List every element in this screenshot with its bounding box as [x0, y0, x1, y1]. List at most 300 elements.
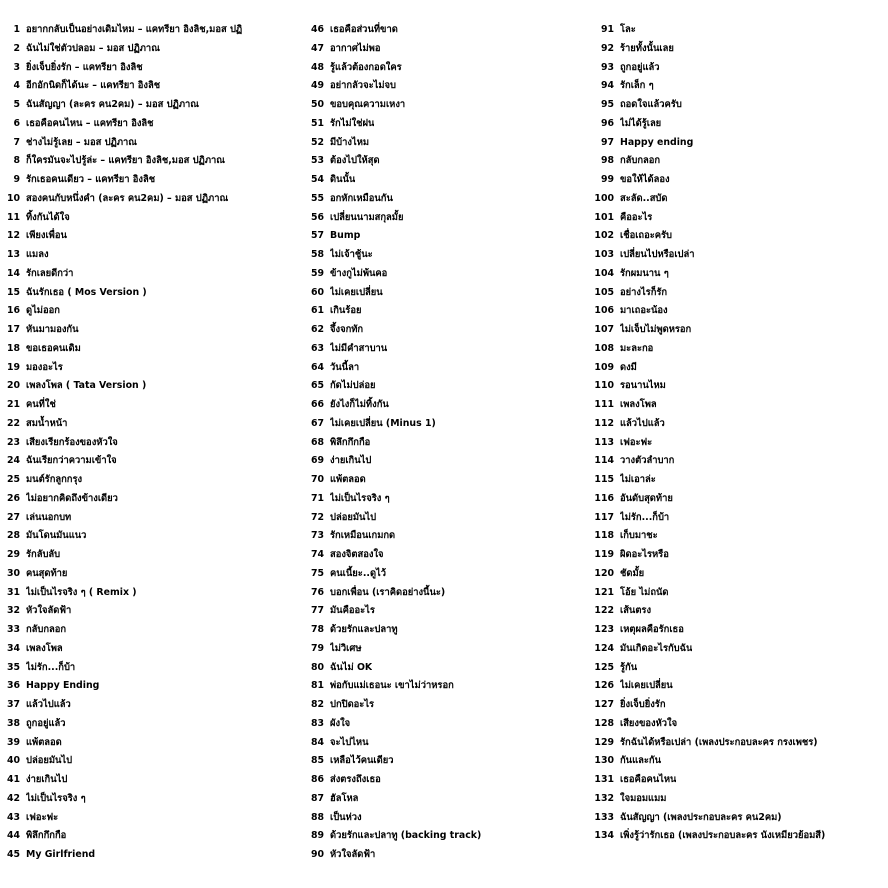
song-title: แล้วไปแล้ว: [26, 699, 71, 710]
song-list-item: [0, 827, 298, 846]
song-list-item: [590, 584, 888, 603]
song-title: รักไม่ใช่ฝน: [330, 117, 375, 129]
song-number: 6: [13, 117, 20, 129]
song-number: 133: [594, 811, 614, 823]
song-list-item: [0, 246, 298, 265]
song-title: อกหักเหมือนกัน: [330, 192, 393, 204]
song-list-item: [298, 246, 590, 265]
song-number: 100: [594, 192, 614, 204]
song-number: 83: [310, 717, 324, 729]
song-title: กัดไม่ปล่อย: [330, 380, 376, 392]
song-number: 106: [594, 305, 614, 317]
song-list-item: [590, 396, 888, 415]
song-number: 78: [310, 624, 324, 635]
song-number: 126: [594, 680, 614, 692]
song-number: 119: [594, 549, 614, 560]
song-number: 17: [6, 324, 20, 335]
song-number: 50: [310, 99, 324, 110]
song-list-item: [590, 265, 888, 284]
song-title: เหลือไว้คนเดียว: [330, 755, 394, 767]
song-number: 108: [594, 342, 614, 354]
song-title: รักเธอคนเดียว – แคทรียา อิงลิช: [26, 174, 156, 185]
song-title: ไม่รัก...ก็บ้า: [26, 661, 76, 673]
song-number: 96: [600, 117, 614, 129]
song-title: มะละกอ: [620, 342, 654, 354]
song-number: 18: [6, 342, 20, 354]
song-number: 59: [310, 267, 324, 279]
song-title: หัวใจลัดฟ้า: [330, 849, 376, 860]
song-list-item: [298, 471, 590, 490]
song-number: 123: [594, 624, 614, 635]
song-title: อย่างไรก็รัก: [620, 286, 668, 298]
song-list-item: [590, 696, 888, 715]
song-number: 66: [310, 399, 324, 410]
song-title: จะไปไหน: [330, 736, 369, 748]
song-title: รักฉันได้หรือเปล่า (เพลงประกอบละคร กรงเพชร): [620, 736, 818, 748]
song-list-item: [0, 509, 298, 528]
song-list-item: [590, 509, 888, 528]
song-title: สองคนกับหนึ่งคำ (ละคร คน2คม) – มอส ปฏิภาณ: [26, 192, 229, 204]
song-list-item: [590, 415, 888, 434]
song-list-item: [298, 415, 590, 434]
song-list-item: [298, 696, 590, 715]
song-list-item: [298, 115, 590, 134]
song-number: 111: [594, 399, 614, 410]
song-number: 124: [594, 642, 614, 654]
song-title: หันมามองกัน: [26, 324, 79, 335]
song-list-item: [298, 302, 590, 321]
song-title: วางตัวลำบาก: [620, 455, 675, 467]
song-title: บอกเพื่อน (เราคิดอย่างนี้นะ): [330, 586, 446, 598]
song-number: 45: [6, 849, 20, 860]
song-title: มันเกิดอะไรกับฉัน: [620, 642, 693, 654]
song-title: ต้องไปให้สุด: [330, 155, 380, 167]
song-title: วันนี้ลา: [330, 361, 360, 373]
song-list-item: [0, 790, 298, 809]
song-number: 67: [310, 417, 324, 429]
song-number: 56: [310, 211, 324, 223]
song-title: สะลัด..สบัด: [620, 192, 668, 204]
song-title: มาเถอะน้อง: [620, 305, 668, 317]
song-list-item: [298, 790, 590, 809]
song-title: ไม่เอาล่ะ: [620, 474, 656, 485]
song-number: 77: [310, 605, 324, 617]
song-title: รู้กัน: [620, 661, 638, 673]
song-list-item: [0, 190, 298, 209]
song-title: รอนานไหม: [620, 380, 666, 392]
song-title: ข้างกูไม่พ้นคอ: [330, 267, 388, 279]
song-number: 22: [6, 417, 20, 429]
song-list-item: [0, 321, 298, 340]
song-number: 3: [13, 61, 20, 73]
song-number: 7: [13, 136, 20, 148]
song-title: รู้แล้วต้องกอดใคร: [330, 61, 402, 73]
song-title: ดงมี: [620, 361, 637, 373]
song-title: ถูกอยู่แล้ว: [620, 61, 660, 73]
song-title: เป็นห่วง: [330, 811, 362, 823]
song-title: อย่ากลัวจะไม่จบ: [330, 80, 396, 92]
song-number: 61: [310, 305, 324, 317]
song-list-item: [0, 415, 298, 434]
song-list-item: [298, 527, 590, 546]
song-number: 82: [310, 699, 324, 710]
song-title: เสียงของหัวใจ: [620, 717, 678, 729]
song-list-item: [298, 771, 590, 790]
song-number: 94: [600, 80, 614, 92]
song-list-item: [298, 490, 590, 509]
song-title: ฉันสัญญา (เพลงประกอบละคร คน2คม): [620, 811, 782, 823]
song-title: อีกอักนิดก็ได้นะ – แคทรียา อิงลิช: [26, 80, 161, 92]
song-number: 58: [310, 249, 324, 260]
song-number: 11: [6, 211, 20, 223]
song-title: ช่างไม่รู้เลย – มอส ปฏิภาณ: [26, 136, 137, 148]
song-title: มนต์รักลูกกรุง: [26, 474, 83, 485]
song-list-item: [0, 527, 298, 546]
song-list-item: [590, 321, 888, 340]
song-title: ชัดมั้ย: [620, 567, 645, 579]
song-number: 93: [600, 61, 614, 73]
song-number: 101: [594, 211, 614, 223]
song-title: เธอคือคนไหน: [620, 774, 677, 785]
song-number: 130: [594, 755, 614, 767]
song-title: ง่ายเกินไป: [330, 455, 372, 467]
song-list-item: [298, 659, 590, 678]
song-title: เสียงเรียกร้องของหัวใจ: [26, 436, 118, 448]
song-title: แล้วไปแล้ว: [620, 417, 665, 429]
song-list-item: [590, 790, 888, 809]
song-title: อากาศไม่พอ: [330, 42, 381, 54]
song-list-item: [0, 602, 298, 621]
song-number: 52: [310, 136, 324, 148]
song-list-item: [0, 302, 298, 321]
song-list-item: [0, 152, 298, 171]
song-number: 25: [6, 474, 20, 485]
song-title: พ่อกับแม่เธอนะ เขาไม่ว่าหรอก: [330, 680, 454, 692]
song-title: รักเลยดีกว่า: [26, 267, 74, 279]
song-number: 15: [6, 286, 20, 298]
song-number: 86: [310, 774, 324, 785]
song-title: ปล่อยมันไป: [330, 511, 377, 523]
song-number: 95: [600, 99, 614, 110]
song-title: ฉันไม่ใช่ตัวปลอม – มอส ปฏิภาณ: [26, 42, 160, 54]
song-number: 14: [6, 267, 20, 279]
song-list-item: [298, 846, 590, 865]
song-title: ไม่อยากคิดถึงข้างเดียว: [26, 492, 118, 504]
song-number: 31: [6, 586, 20, 598]
song-number: 79: [310, 642, 324, 654]
song-list-item: [590, 434, 888, 453]
song-title: ไม่เจ็บไม่พูดหรอก: [620, 324, 692, 335]
song-number: 5: [13, 99, 20, 110]
song-title: กลับกลอก: [620, 155, 661, 167]
song-list-item: [590, 677, 888, 696]
song-number: 20: [6, 380, 20, 392]
song-list-item: [590, 565, 888, 584]
song-list-item: [0, 734, 298, 753]
song-number: 51: [310, 117, 324, 129]
song-number: 121: [594, 586, 614, 598]
song-number: 125: [594, 661, 614, 673]
song-number: 71: [310, 492, 324, 504]
song-list-item: [298, 827, 590, 846]
song-list-item: [590, 621, 888, 640]
song-title: เส้นตรง: [620, 605, 652, 617]
song-list-item: [590, 209, 888, 228]
song-title: ยิ่งเจ็บยิ่งรัก – แคทรียา อิงลิช: [26, 61, 143, 73]
song-title: ขอบคุณความเหงา: [330, 99, 406, 110]
song-title: มันคืออะไร: [330, 605, 375, 617]
song-title: กลับกลอก: [26, 624, 67, 635]
song-list-item: [590, 490, 888, 509]
song-number: 98: [600, 155, 614, 167]
song-title: Happy ending: [620, 136, 694, 148]
song-list-item: [298, 77, 590, 96]
song-list-item: [590, 752, 888, 771]
song-title: ไม่เป็นไรจริง ๆ ( Remix ): [26, 586, 137, 598]
song-list-item: [0, 846, 298, 865]
song-title: ไม่มีคำสาบาน: [330, 342, 388, 354]
song-list-item: [298, 190, 590, 209]
song-title: เกินร้อย: [330, 305, 362, 317]
song-list-item: [590, 284, 888, 303]
song-title: มองอะไร: [26, 361, 63, 373]
song-title: เก็บมาชะ: [620, 530, 658, 542]
song-title: ด้วยรักและปลาทู (backing track): [330, 830, 482, 842]
song-list-item: [298, 715, 590, 734]
song-title: ฉันรักเธอ ( Mos Version ): [26, 286, 147, 298]
song-title: ปกปิดอะไร: [330, 699, 375, 710]
song-number: 54: [310, 174, 324, 185]
song-list-item: [298, 321, 590, 340]
song-number: 27: [6, 511, 20, 523]
song-title: รักเหมือนเกมกด: [330, 530, 396, 542]
song-number: 13: [6, 249, 20, 260]
song-list-item: [590, 77, 888, 96]
song-list-item: [0, 771, 298, 790]
song-list-item: [298, 452, 590, 471]
song-number: 21: [6, 399, 20, 410]
song-list-item: [298, 209, 590, 228]
song-title: ทิ้งกันได้ใจ: [26, 211, 70, 223]
song-list-item: [0, 96, 298, 115]
song-list-item: [590, 227, 888, 246]
song-list-item: [590, 377, 888, 396]
song-title: แพ้ตลอด: [26, 736, 62, 748]
song-number: 70: [310, 474, 324, 485]
song-list-item: [298, 621, 590, 640]
song-title: ขอให้ได้ลอง: [620, 174, 670, 185]
song-number: 2: [13, 42, 20, 54]
song-title: สมน้ำหน้า: [26, 417, 68, 429]
song-list-item: [0, 546, 298, 565]
song-list-item: [590, 452, 888, 471]
song-title: อันดับสุดท้าย: [620, 492, 673, 504]
song-number: 32: [6, 605, 20, 617]
song-list-item: [590, 827, 888, 846]
song-title: ดูไม่ออก: [26, 305, 60, 317]
song-title: ผังใจ: [330, 717, 351, 729]
song-title: ฮัลโหล: [330, 792, 359, 804]
song-list-item: [298, 21, 590, 40]
song-number: 10: [6, 192, 20, 204]
song-number: 23: [6, 436, 20, 448]
song-title: รักเล็ก ๆ: [620, 80, 654, 92]
song-number: 84: [310, 736, 324, 748]
song-list-item: [590, 96, 888, 115]
song-title: เธอคือคนไหน – แคทรียา อิงลิช: [26, 117, 154, 129]
song-title: จึ้งจกทัก: [330, 324, 364, 335]
song-number: 16: [6, 305, 20, 317]
song-list-item: [0, 715, 298, 734]
song-list-item: [298, 152, 590, 171]
song-number: 73: [310, 530, 324, 542]
song-title: พิลึกกึกกือ: [330, 436, 371, 448]
song-title: My Girlfriend: [26, 849, 96, 860]
song-list-item: [590, 640, 888, 659]
song-title: ฉันสัญญา (ละคร คน2คม) – มอส ปฏิภาณ: [26, 99, 199, 110]
song-list-item: [590, 40, 888, 59]
song-column-1: [0, 21, 298, 865]
song-title: คนสุดท้าย: [26, 567, 68, 579]
song-title: Bump: [330, 230, 361, 242]
song-title: สองจิตสองใจ: [330, 549, 384, 560]
song-title: ไม่วิเศษ: [330, 642, 362, 654]
song-list-item: [590, 359, 888, 378]
song-list-item: [590, 171, 888, 190]
song-list-item: [298, 59, 590, 78]
song-title: ถอดใจแล้วครับ: [620, 99, 682, 110]
song-number: 46: [310, 24, 324, 35]
song-list-item: [298, 434, 590, 453]
song-list-item: [0, 490, 298, 509]
song-list-item: [590, 715, 888, 734]
song-list-item: [0, 584, 298, 603]
song-list-item: [590, 152, 888, 171]
song-list-item: [590, 659, 888, 678]
song-list-item: [0, 340, 298, 359]
song-list-item: [298, 284, 590, 303]
song-list-item: [0, 621, 298, 640]
song-number: 128: [594, 717, 614, 729]
song-title: กันและกัน: [620, 755, 661, 767]
song-title: มีบ้างไหม: [330, 136, 370, 148]
song-number: 9: [13, 174, 20, 185]
song-number: 91: [600, 24, 614, 35]
song-list-item: [0, 40, 298, 59]
song-number: 114: [594, 455, 614, 467]
song-number: 107: [594, 324, 614, 335]
song-list-item: [590, 602, 888, 621]
song-number: 134: [594, 830, 614, 842]
song-number: 102: [594, 230, 614, 242]
song-list-item: [298, 584, 590, 603]
song-number: 36: [6, 680, 20, 692]
song-title: เปลี่ยนไปหรือเปล่า: [620, 249, 695, 260]
song-number: 29: [6, 549, 20, 560]
song-number: 116: [594, 492, 614, 504]
song-number: 63: [310, 342, 324, 354]
song-title: ไม่เจ้าชู้นะ: [330, 249, 373, 260]
song-title: ฉันไม่ OK: [330, 661, 373, 673]
song-list-item: [0, 677, 298, 696]
song-number: 1: [13, 24, 20, 35]
song-number: 122: [594, 605, 614, 617]
song-title: เฟอะฟะ: [620, 436, 653, 448]
song-number: 131: [594, 774, 614, 785]
song-list-item: [0, 59, 298, 78]
song-number: 89: [310, 830, 324, 842]
song-title: ส่งตรงถึงเธอ: [330, 774, 381, 785]
song-number: 115: [594, 474, 614, 485]
song-title: แพ้ตลอด: [330, 474, 366, 485]
song-title: ไม่เคยเปลี่ยน: [330, 286, 383, 298]
song-number: 69: [310, 455, 324, 467]
song-title: เพลงโพล ( Tata Version ): [26, 380, 147, 392]
song-list-item: [0, 640, 298, 659]
song-number: 34: [6, 642, 20, 654]
song-list-item: [590, 771, 888, 790]
song-list-item: [0, 434, 298, 453]
song-list-item: [0, 377, 298, 396]
song-list-item: [0, 134, 298, 153]
song-title: เพียงเพื่อน: [26, 230, 67, 242]
song-number: 76: [310, 586, 324, 598]
song-title: ขอเธอคนเดิม: [26, 342, 81, 354]
song-number: 47: [310, 42, 324, 54]
song-number: 49: [310, 80, 324, 92]
song-list-item: [0, 171, 298, 190]
song-number: 117: [594, 511, 614, 523]
song-title: ผิดอะไรหรือ: [620, 549, 669, 560]
song-title: ปล่อยมันไป: [26, 755, 73, 767]
song-title: เพิ่งรู้ว่ารักเธอ (เพลงประกอบละคร นังเหมียวย้อมสี): [620, 830, 826, 842]
song-list-item: [298, 134, 590, 153]
song-title: ไม่ได้รู้เลย: [620, 117, 662, 129]
song-title: Happy Ending: [26, 680, 100, 692]
song-title: เพลงโพล: [26, 642, 63, 654]
song-list-item: [298, 359, 590, 378]
song-number: 65: [310, 380, 324, 392]
song-number: 99: [600, 174, 614, 185]
song-list-item: [0, 396, 298, 415]
song-list-item: [298, 96, 590, 115]
song-list-item: [590, 546, 888, 565]
song-list-item: [0, 752, 298, 771]
song-list-item: [0, 696, 298, 715]
song-list-item: [298, 546, 590, 565]
song-list-item: [0, 115, 298, 134]
song-list-item: [0, 209, 298, 228]
song-number: 104: [594, 267, 614, 279]
song-title: พิลึกกึกกือ: [26, 830, 67, 842]
song-number: 8: [13, 155, 20, 167]
song-number: 60: [310, 286, 324, 298]
song-number: 57: [310, 230, 324, 242]
song-list-item: [298, 40, 590, 59]
song-number: 48: [310, 61, 324, 73]
song-title: ยิ่งเจ็บยิ่งรัก: [620, 699, 666, 710]
song-number: 87: [310, 792, 324, 804]
song-title: คนที่ใช่: [26, 399, 56, 410]
song-title: คนเนี้ยะ..ดูไว้: [330, 567, 387, 579]
song-column-2: [298, 21, 590, 865]
song-list-item: [590, 734, 888, 753]
song-title: ไม่เป็นไรจริง ๆ: [330, 492, 390, 504]
song-list-item: [0, 809, 298, 828]
song-title: เล่นนอกบท: [26, 511, 72, 523]
song-list-item: [298, 565, 590, 584]
song-list-item: [0, 452, 298, 471]
